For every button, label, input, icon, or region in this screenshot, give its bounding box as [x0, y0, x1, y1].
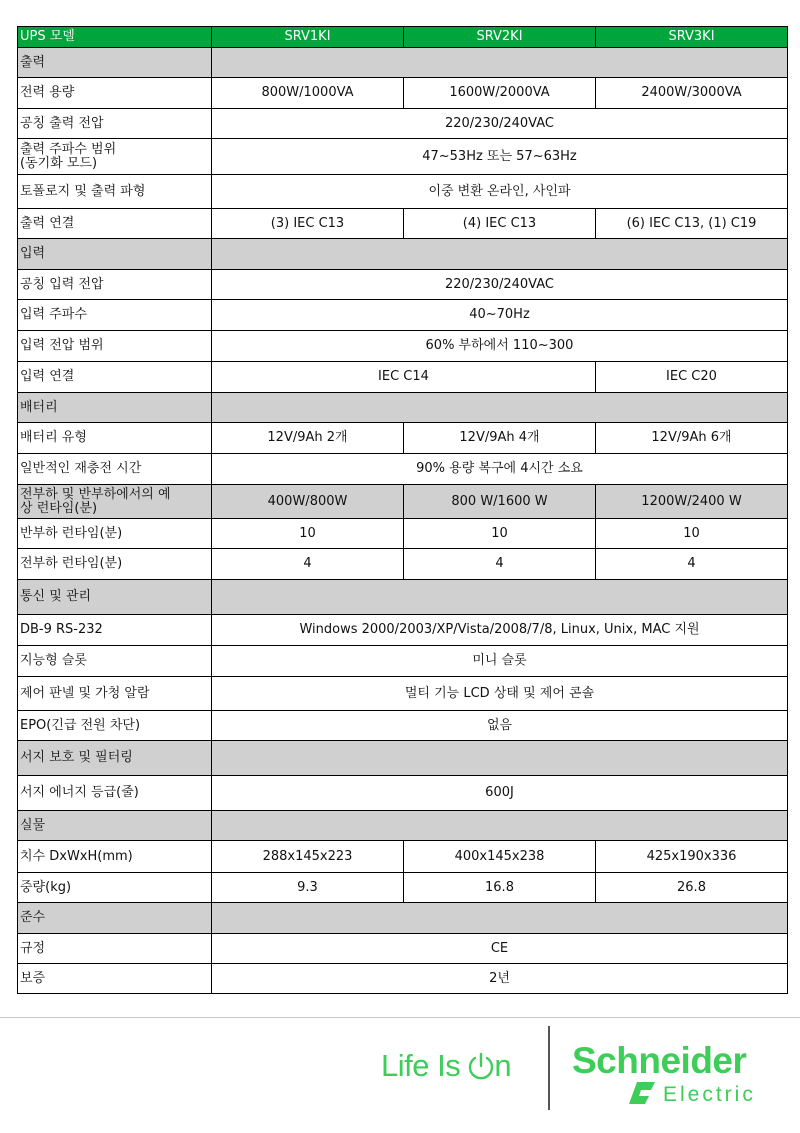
spec-value: 이중 변환 온라인, 사인파	[212, 175, 788, 209]
spec-value: 400W/800W	[212, 485, 404, 519]
spec-row	[18, 615, 788, 646]
spec-label: 전력 용량	[18, 78, 212, 109]
spec-value: Windows 2000/2003/XP/Vista/2008/7/8, Linux, Unix, MAC 지원	[212, 615, 788, 646]
spec-value: 12V/9Ah 4개	[404, 423, 596, 454]
spec-value: 미니 슬롯	[212, 646, 788, 677]
model-srv1ki: SRV1KI	[212, 27, 404, 48]
spec-row	[18, 209, 788, 239]
model-srv3ki: SRV3KI	[596, 27, 788, 48]
spec-value: 16.8	[404, 873, 596, 903]
spec-value: 90% 용량 복구에 4시간 소요	[212, 454, 788, 485]
spec-label: 보증	[18, 964, 212, 994]
section-title: 준수	[18, 903, 212, 934]
section-row	[18, 393, 788, 423]
spec-value: 400x145x238	[404, 841, 596, 873]
spec-row	[18, 677, 788, 711]
spec-row	[18, 331, 788, 362]
section-filler	[212, 741, 788, 776]
spec-label: 토폴로지 및 출력 파형	[18, 175, 212, 209]
spec-label: 반부하 런타임(분)	[18, 519, 212, 549]
spec-row	[18, 300, 788, 331]
spec-value: 220/230/240VAC	[212, 109, 788, 139]
spec-label: 치수 DxWxH(mm)	[18, 841, 212, 873]
spec-row	[18, 934, 788, 964]
spec-value: 40~70Hz	[212, 300, 788, 331]
spec-value: 2년	[212, 964, 788, 994]
spec-value: 12V/9Ah 6개	[596, 423, 788, 454]
spec-value: (6) IEC C13, (1) C19	[596, 209, 788, 239]
section-row	[18, 741, 788, 776]
section-filler	[212, 811, 788, 841]
spec-value: 9.3	[212, 873, 404, 903]
section-filler	[212, 580, 788, 615]
spec-value: (4) IEC C13	[404, 209, 596, 239]
spec-table	[17, 26, 788, 994]
slogan-text: Life Is	[381, 1048, 469, 1083]
spec-row	[18, 519, 788, 549]
spec-label: 제어 판넬 및 가청 알람	[18, 677, 212, 711]
spec-label: 공칭 출력 전압	[18, 109, 212, 139]
spec-row	[18, 139, 788, 175]
footer-divider	[0, 1017, 800, 1018]
spec-row	[18, 485, 788, 519]
spec-value: 4	[596, 549, 788, 580]
spec-value: 10	[212, 519, 404, 549]
spec-row	[18, 964, 788, 994]
slogan-end-text: n	[494, 1048, 512, 1083]
section-filler	[212, 48, 788, 78]
spec-value: 220/230/240VAC	[212, 270, 788, 300]
spec-value: IEC C14	[212, 362, 596, 393]
spec-value: 800 W/1600 W	[404, 485, 596, 519]
spec-label: 전부하 런타임(분)	[18, 549, 212, 580]
spec-value: 4	[404, 549, 596, 580]
spec-row	[18, 109, 788, 139]
spec-row	[18, 549, 788, 580]
spec-label: 규정	[18, 934, 212, 964]
schneider-leaf-icon	[625, 1078, 659, 1112]
model-srv2ki: SRV2KI	[404, 27, 596, 48]
spec-value: 10	[404, 519, 596, 549]
section-row	[18, 239, 788, 270]
spec-value: 425x190x336	[596, 841, 788, 873]
spec-value: 없음	[212, 711, 788, 741]
spec-value: 800W/1000VA	[212, 78, 404, 109]
spec-value: 1200W/2400 W	[596, 485, 788, 519]
spec-row	[18, 873, 788, 903]
section-row	[18, 580, 788, 615]
life-is-on-logo	[381, 1046, 511, 1086]
power-icon	[468, 1051, 494, 1081]
spec-value: 600J	[212, 776, 788, 811]
spec-label: EPO(긴급 전원 차단)	[18, 711, 212, 741]
spec-label: 입력 전압 범위	[18, 331, 212, 362]
spec-value: 288x145x223	[212, 841, 404, 873]
spec-value: IEC C20	[596, 362, 788, 393]
spec-label: 공칭 입력 전압	[18, 270, 212, 300]
section-row	[18, 48, 788, 78]
section-title: 실물	[18, 811, 212, 841]
section-title: 통신 및 관리	[18, 580, 212, 615]
spec-label: 일반적인 재충전 시간	[18, 454, 212, 485]
spec-label: 전부하 및 반부하에서의 예 상 런타임(분)	[18, 485, 212, 519]
section-title: 서지 보호 및 필터링	[18, 741, 212, 776]
spec-label: 입력 주파수	[18, 300, 212, 331]
spec-value: 1600W/2000VA	[404, 78, 596, 109]
spec-row	[18, 841, 788, 873]
spec-row	[18, 175, 788, 209]
spec-row	[18, 711, 788, 741]
spec-value: 10	[596, 519, 788, 549]
logo-divider	[548, 1026, 550, 1110]
model-label-cell: UPS 모델	[18, 27, 212, 48]
spec-label: 중량(kg)	[18, 873, 212, 903]
table-header-row	[18, 27, 788, 48]
section-filler	[212, 903, 788, 934]
spec-label: 지능형 슬롯	[18, 646, 212, 677]
section-filler	[212, 393, 788, 423]
spec-value: 멀티 기능 LCD 상태 및 제어 콘솔	[212, 677, 788, 711]
spec-value: CE	[212, 934, 788, 964]
spec-row	[18, 423, 788, 454]
electric-wordmark: Electric	[663, 1083, 756, 1106]
spec-row	[18, 646, 788, 677]
spec-label: 입력 연결	[18, 362, 212, 393]
section-row	[18, 811, 788, 841]
section-title: 배터리	[18, 393, 212, 423]
spec-row	[18, 776, 788, 811]
spec-row	[18, 270, 788, 300]
spec-row	[18, 454, 788, 485]
spec-row	[18, 78, 788, 109]
spec-label: DB-9 RS-232	[18, 615, 212, 646]
spec-value: 12V/9Ah 2개	[212, 423, 404, 454]
section-title: 입력	[18, 239, 212, 270]
section-title: 출력	[18, 48, 212, 78]
spec-label: 출력 연결	[18, 209, 212, 239]
spec-value: 2400W/3000VA	[596, 78, 788, 109]
section-filler	[212, 239, 788, 270]
section-row	[18, 903, 788, 934]
spec-label: 서지 에너지 등급(줄)	[18, 776, 212, 811]
spec-label: 출력 주파수 범위 (동기화 모드)	[18, 139, 212, 175]
spec-value: 60% 부하에서 110~300	[212, 331, 788, 362]
spec-row	[18, 362, 788, 393]
spec-value: 47~53Hz 또는 57~63Hz	[212, 139, 788, 175]
spec-label: 배터리 유형	[18, 423, 212, 454]
schneider-wordmark: Schneider	[572, 1040, 747, 1081]
spec-value: (3) IEC C13	[212, 209, 404, 239]
spec-value: 4	[212, 549, 404, 580]
spec-value: 26.8	[596, 873, 788, 903]
